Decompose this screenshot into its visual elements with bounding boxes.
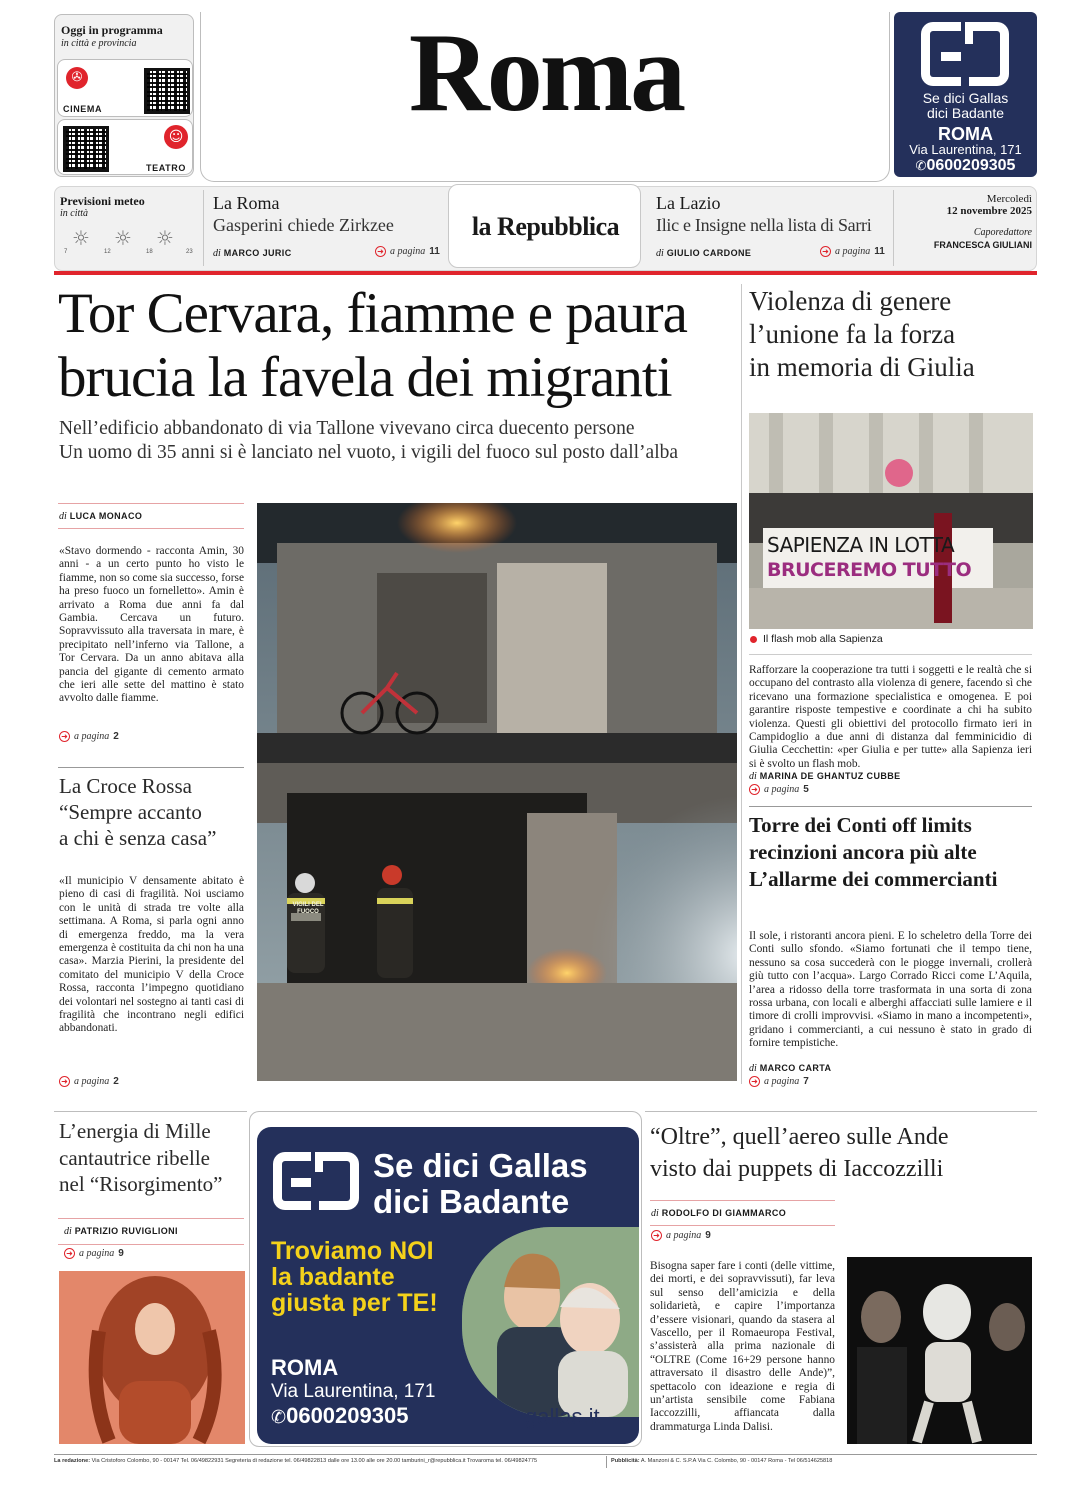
lead-body: «Stavo dormendo - racconta Amin, 30 anni - a un certo punto ho visto le fiamme, non so come sia successo, forse ha preso fuoco un fornelletto». Amin è arrivato a Roma due anni fa dal Gambia. Cercava un futuro. Sopravvissuto alla traversata in mare, è precipitato nell’inferno via Tallone, a Tor Cervara. Da un anno abitava alla pancia del gigante di cemento armato che ieri alle sette del mattino è stato avvolto dalle fiamme. bbox=[59, 545, 244, 705]
teaser-lazio[interactable] bbox=[656, 193, 888, 265]
croce-rossa-body: «Il municipio V densamente abitato è pieno di casi di fragilità. Noi usciamo con le unità di strada tre volte alla settimana. A Roma, si parla ogni anno di emergenza freddo, ma la vera emergenza è costituita da chi non ha una casa». Marzia Pierini, la presidente del comitato del municipio V della Croce Rossa, racconta l’impegno quotidiano dei volontari nel sostegno ai tanti casi di fragilità che incontrano negli edifici abbandonati. bbox=[59, 875, 244, 1035]
middle-ad-address: Via Laurentina, 171 bbox=[271, 1381, 436, 1402]
torre-byline: di MARCO CARTA bbox=[749, 1063, 832, 1074]
middle-ad-city: ROMA bbox=[271, 1355, 339, 1380]
headline-line: l’unione fa la forza bbox=[749, 319, 956, 349]
top-ad[interactable] bbox=[894, 12, 1037, 177]
meteo-hour: 18 bbox=[146, 249, 153, 255]
footer-left bbox=[54, 1458, 604, 1464]
middle-ad-line1: Se dici Gallas bbox=[373, 1147, 588, 1184]
meteo-box bbox=[58, 192, 198, 262]
teaser-kicker: La Roma bbox=[213, 193, 280, 213]
phone-icon: ✆ bbox=[271, 1407, 287, 1428]
rule bbox=[650, 1200, 835, 1201]
mille-photo-illustration bbox=[59, 1271, 245, 1444]
masthead-title: Roma bbox=[408, 11, 684, 135]
top-ad-address: Via Laurentina, 171 bbox=[909, 142, 1022, 157]
footer-text: A. Manzoni & C. S.P.A Via C. Colombo, 90 - 00147 Roma - Tel 06/514625818 bbox=[640, 1458, 833, 1464]
middle-ad-yellow1: Troviamo NOI bbox=[271, 1237, 434, 1265]
torre-body: Il sole, i ristoranti ancora pieni. E lo scheletro della Torre dei Conti sullo sfondo. «Siamo fortunati che il tempo tiene, nessuno sa cosa succederà con le piogge invernali, crollerà giù tutto con l’acqua». Largo Corrado Ricci come L’Aquila, l’area a ridosso della torre trasformata in una sorta di zona rossa urbana, con locali e alberghi affacciati sulle lamiere e il timore di crolli improvvisi. «Siamo in mano a incompetenti», gridano i commercianti, a cui nessuno è stato in grado di fornire tempistiche. bbox=[749, 930, 1032, 1050]
editor-name: FRANCESCA GIULIANI bbox=[933, 240, 1032, 250]
lead-headline-line: Tor Cervara, fiamme e paura bbox=[58, 282, 687, 345]
croce-rossa-headline bbox=[59, 773, 245, 851]
banner-text: SAPIENZA IN LOTTA bbox=[767, 533, 955, 557]
page-ref[interactable]: ➜ a pagina 9 bbox=[651, 1230, 711, 1241]
page-ref[interactable]: ➜ a pagina 5 bbox=[749, 784, 809, 795]
brand-box bbox=[448, 184, 641, 268]
sun-icon: ☼ bbox=[114, 226, 132, 250]
middle-ad-yellow3: giusta per TE! bbox=[271, 1289, 438, 1317]
footer-rule bbox=[54, 1454, 1037, 1455]
headline-line: Torre dei Conti off limits bbox=[749, 813, 972, 837]
fire-photo-illustration bbox=[257, 503, 737, 1081]
caption-text: Il flash mob alla Sapienza bbox=[763, 633, 883, 645]
teaser-headline: Ilic e Insigne nella lista di Sarri bbox=[656, 215, 872, 235]
middle-ad[interactable] bbox=[257, 1127, 639, 1444]
caregiver-photo-illustration bbox=[462, 1227, 639, 1417]
middle-ad-site: gallas.it bbox=[525, 1404, 600, 1429]
teaser-byline: di MARCO JURIC bbox=[213, 248, 292, 259]
arrow-right-icon: ➜ bbox=[651, 1230, 662, 1241]
program-title: Oggi in programma bbox=[61, 23, 163, 37]
cinema-qr-icon[interactable] bbox=[144, 68, 190, 114]
top-ad-line1: Se dici Gallas bbox=[922, 90, 1009, 106]
violenza-byline: di MARINA DE GHANTUZ CUBBE bbox=[749, 771, 901, 782]
teatro-label: TEATRO bbox=[146, 163, 186, 173]
meteo-hour: 12 bbox=[104, 249, 111, 255]
headline-line: La Croce Rossa bbox=[59, 774, 192, 798]
cinema-label: CINEMA bbox=[63, 104, 103, 114]
divider bbox=[203, 190, 204, 266]
lead-headline-line: brucia la favela dei migranti bbox=[58, 346, 672, 409]
weekday: Mercoledì bbox=[986, 193, 1032, 205]
meteo-hour: 7 bbox=[64, 249, 68, 255]
red-bar bbox=[54, 271, 1037, 275]
violenza-body: Rafforzare la cooperazione tra tutti i soggetti e le realtà che si occupano del contrasto alla violenza di genere, facendo sì che ricevano una formazione specialistica e omogenea. E poi garantire risposte tempestive e coordinate a chi ha subito violenza. Questi gli obiettivi del protocollo firmato ieri in Campidoglio a due anni di distanza dal femminicidio di Giulia Cecchettin: «per Giulia e per tutte» alla Sapienza ieri si è svolto un flash mob. bbox=[749, 664, 1032, 770]
lead-sub-line: Nell’edificio abbandonato di via Tallone vivevano circa duecento persone bbox=[59, 418, 635, 439]
caption-dot-icon bbox=[750, 636, 757, 643]
lead-subheadline bbox=[59, 417, 739, 465]
middle-ad-photo bbox=[462, 1227, 639, 1417]
page-ref[interactable]: ➜ a pagina 2 bbox=[59, 731, 119, 742]
column-divider bbox=[741, 284, 742, 1084]
brand-logo: la Repubblica bbox=[471, 212, 620, 241]
top-ad-phone bbox=[894, 157, 1037, 175]
date-box bbox=[896, 193, 1032, 263]
footer-right bbox=[611, 1458, 1031, 1464]
puppet-photo-illustration bbox=[847, 1257, 1032, 1444]
rule bbox=[58, 1218, 244, 1219]
violenza-headline bbox=[749, 285, 1039, 384]
page-ref[interactable]: ➜ a pagina 11 bbox=[375, 246, 440, 257]
middle-ad-phone bbox=[271, 1403, 408, 1429]
teaser-roma[interactable] bbox=[213, 193, 443, 265]
headline-line: “Oltre”, quell’aereo sulle Ande bbox=[650, 1124, 949, 1150]
footer-divider bbox=[606, 1456, 607, 1468]
headline-line: nel “Risorgimento” bbox=[59, 1172, 223, 1196]
mille-photo bbox=[59, 1271, 245, 1444]
teaser-headline: Gasperini chiede Zirkzee bbox=[213, 215, 394, 235]
headline-line: visto dai puppets di Iaccozzilli bbox=[650, 1156, 944, 1182]
fire-photo bbox=[257, 503, 737, 1081]
arrow-right-icon: ➜ bbox=[820, 246, 831, 257]
middle-ad-phone-number: 0600209305 bbox=[286, 1403, 409, 1428]
headline-line: a chi è senza casa” bbox=[59, 826, 217, 850]
sun-icon: ☼ bbox=[156, 226, 174, 250]
photo-caption bbox=[750, 633, 883, 645]
sapienza-photo-illustration bbox=[749, 413, 1033, 629]
lead-byline: di LUCA MONACO bbox=[59, 511, 143, 522]
footer-label: La redazione: bbox=[54, 1458, 91, 1464]
page-ref[interactable]: ➜ a pagina 11 bbox=[820, 246, 885, 257]
headline-line: “Sempre accanto bbox=[59, 800, 202, 824]
teatro-card[interactable] bbox=[57, 119, 193, 175]
arrow-right-icon: ➜ bbox=[749, 1076, 760, 1087]
sapienza-photo bbox=[749, 413, 1033, 629]
middle-ad-yellow2: la badante bbox=[271, 1263, 395, 1291]
teaser-byline: di GIULIO CARDONE bbox=[656, 248, 752, 259]
arrow-right-icon: ➜ bbox=[59, 731, 70, 742]
oltre-byline: di RODOLFO DI GIAMMARCO bbox=[651, 1208, 787, 1219]
divider bbox=[893, 190, 894, 266]
oltre-photo bbox=[847, 1257, 1032, 1444]
masthead-frame bbox=[200, 12, 890, 182]
page-ref[interactable]: ➜ a pagina 7 bbox=[749, 1076, 809, 1087]
film-reel-icon: ✇ bbox=[66, 67, 88, 89]
torre-headline bbox=[749, 812, 1039, 893]
middle-ad-line2: dici Badante bbox=[373, 1183, 570, 1220]
rule bbox=[58, 1244, 244, 1245]
meteo-subtitle: in città bbox=[60, 208, 89, 219]
gallas-logo-icon bbox=[273, 1152, 359, 1210]
headline-line: cantautrice ribelle bbox=[59, 1145, 210, 1170]
rule bbox=[58, 528, 244, 529]
sun-icon: ☼ bbox=[72, 226, 90, 250]
footer-text: Via Cristoforo Colombo, 90 - 00147 Tel. 06/49822931 Segreteria di redazione tel. 06/49822813 dalle ore 13.00 alle ore 20.00 tamburini_r@repubblica.it Trovaroma tel. 06/49824775 bbox=[91, 1458, 538, 1464]
headline-line: L’energia di Mille bbox=[59, 1119, 211, 1143]
program-subtitle: in città e provincia bbox=[61, 38, 137, 49]
arrow-right-icon: ➜ bbox=[64, 1248, 75, 1259]
mille-headline bbox=[59, 1118, 249, 1198]
meteo-title: Previsioni meteo bbox=[60, 194, 145, 208]
theatre-masks-icon: ☺ bbox=[164, 125, 188, 149]
meteo-hour: 23 bbox=[186, 249, 193, 255]
rule bbox=[749, 806, 1032, 807]
arrow-right-icon: ➜ bbox=[749, 784, 760, 795]
mille-byline: di PATRIZIO RUVIGLIONI bbox=[64, 1226, 178, 1237]
phone-icon: ✆ bbox=[915, 159, 927, 174]
rule bbox=[58, 767, 244, 768]
oltre-headline bbox=[650, 1121, 1040, 1185]
banner-text: BRUCEREMO TUTTO bbox=[767, 559, 972, 581]
top-ad-city: ROMA bbox=[938, 124, 993, 144]
headline-line: L’allarme dei commercianti bbox=[749, 867, 998, 891]
rule bbox=[749, 654, 1032, 655]
rule bbox=[650, 1225, 835, 1226]
program-box bbox=[54, 14, 194, 177]
headline-line: Violenza di genere bbox=[749, 286, 952, 316]
teatro-qr-icon[interactable] bbox=[63, 126, 109, 172]
footer-label: Pubblicità: bbox=[611, 1458, 640, 1464]
page-ref[interactable]: ➜ a pagina 9 bbox=[64, 1248, 124, 1259]
page-ref[interactable]: ➜ a pagina 2 bbox=[59, 1076, 119, 1087]
lead-sub-line: Un uomo di 35 anni si è lanciato nel vuoto, i vigili del fuoco sul posto dall’alba bbox=[59, 442, 679, 463]
top-ad-line2: dici Badante bbox=[926, 105, 1005, 121]
edition-date: 12 novembre 2025 bbox=[946, 205, 1032, 217]
oltre-body: Bisogna saper fare i conti (delle vittime, dei morti, e dei sopravvissuti), far leva sul senso dell’amicizia e della solidarietà, e capire l’importanza d’essere visionari, quando da stasera al Vascello, per il Romaeuropa Festival, s’assisterà alla prima nazionale di “OLTRE (Come 16+29 persone hanno attraversato il disastro delle Ande)”, spettacolo con ideazione e regia di un’artista sensibile come Fabiana Iaccozzilli, affiancata dalla drammaturga Linda Dalisi. bbox=[650, 1260, 835, 1433]
lead-headline bbox=[58, 282, 738, 410]
teaser-kicker: La Lazio bbox=[656, 193, 721, 213]
rule bbox=[58, 503, 244, 504]
headline-line: recinzioni ancora più alte bbox=[749, 840, 977, 864]
headline-line: in memoria di Giulia bbox=[749, 352, 975, 382]
top-ad-phone-number: 0600209305 bbox=[926, 157, 1016, 174]
arrow-right-icon: ➜ bbox=[59, 1076, 70, 1087]
cinema-card[interactable] bbox=[57, 59, 193, 117]
arrow-right-icon: ➜ bbox=[375, 246, 386, 257]
editor-role: Caporedattore bbox=[973, 227, 1032, 238]
gallas-logo-icon bbox=[921, 22, 1009, 86]
vest-text: VIGILI DEL FUOCO bbox=[292, 902, 324, 915]
